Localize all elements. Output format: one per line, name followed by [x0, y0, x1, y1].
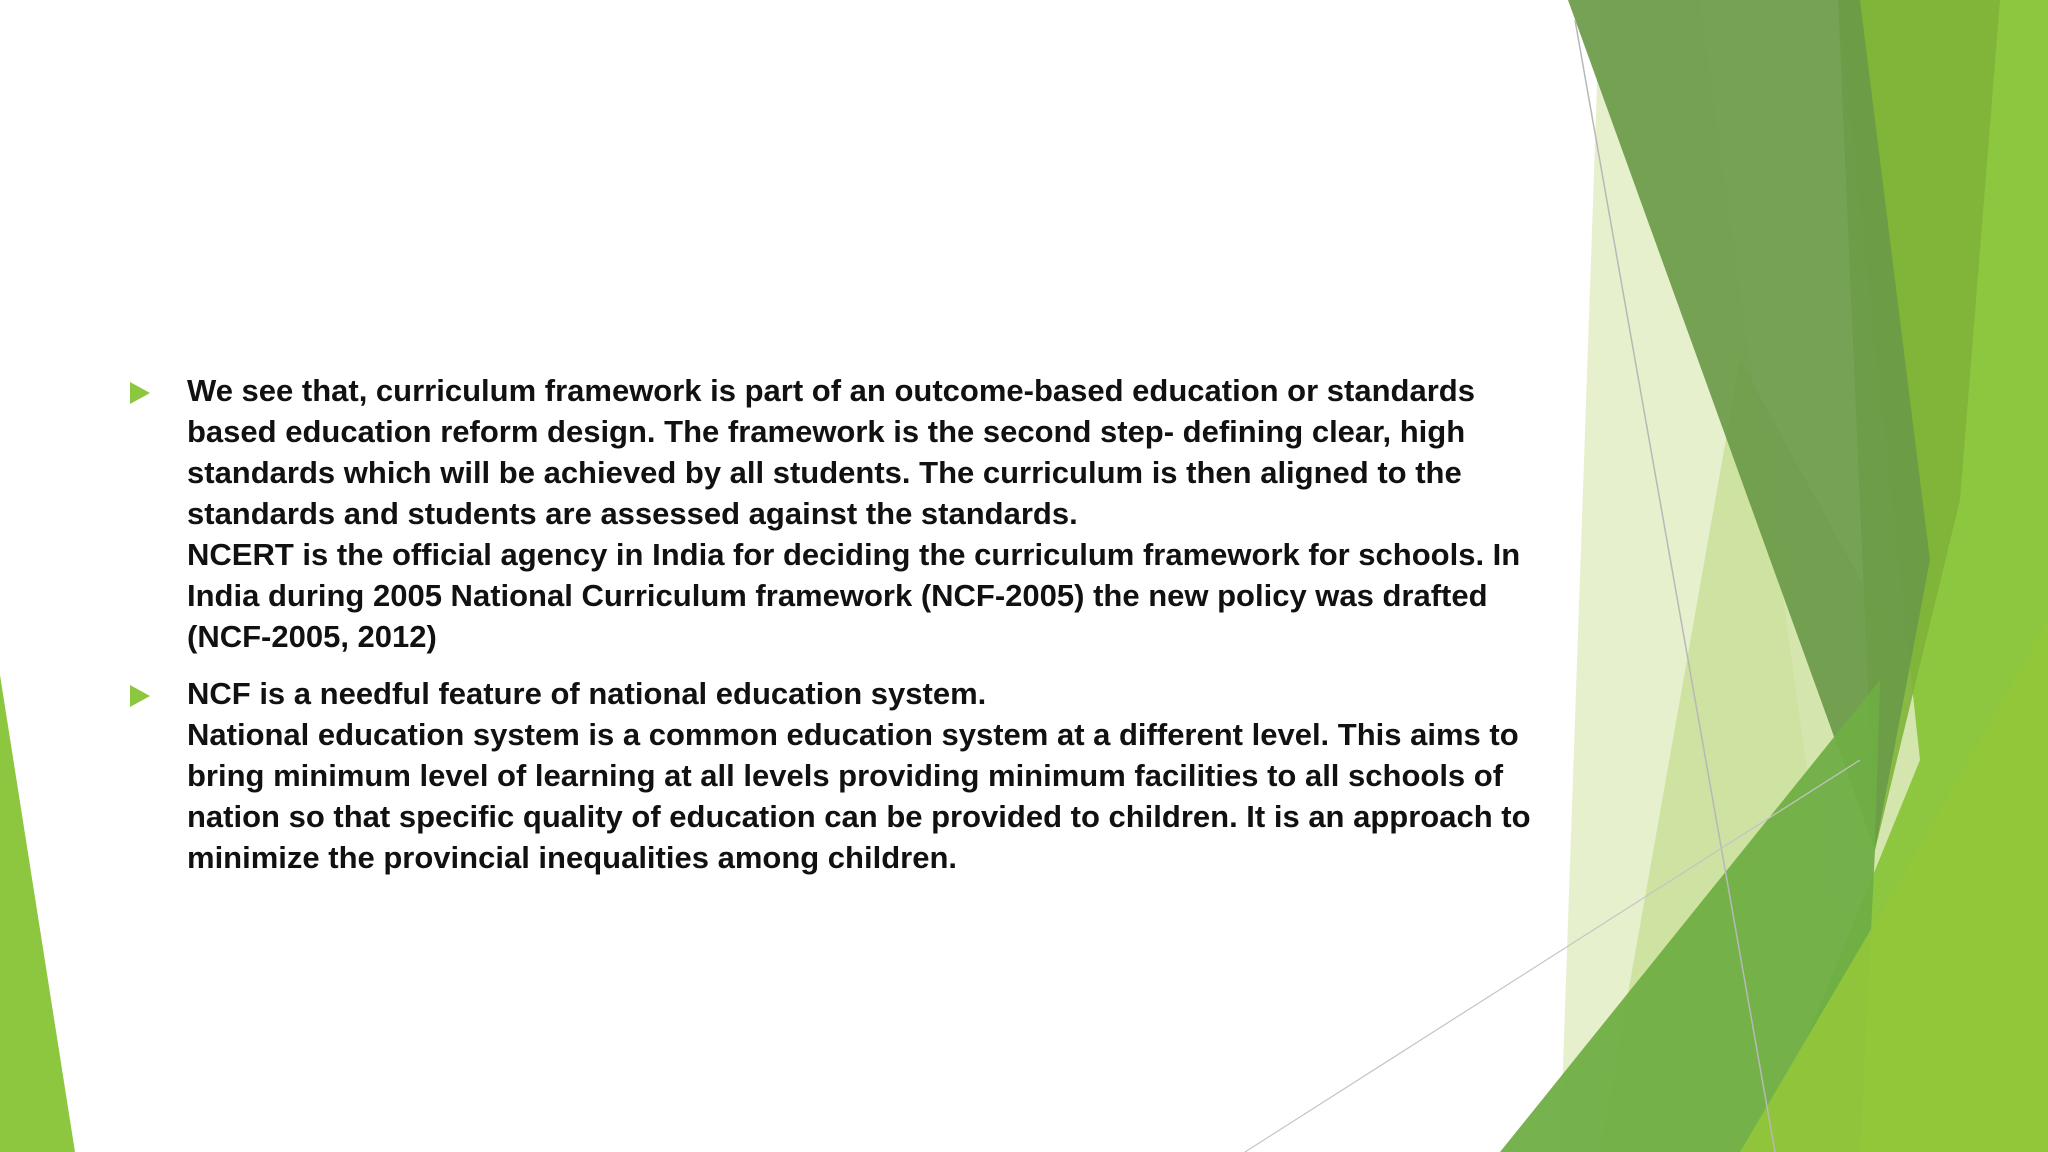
bullet-1-paragraph-2: NCERT is the official agency in India for deciding the curriculum framework for schools. In India during 2005 National Curriculum framework (NCF-2005) the new policy was drafted (NCF-2005, 2012) — [187, 537, 1521, 654]
bullet-2-paragraph-1: NCF is a needful feature of national education system. — [187, 676, 987, 711]
slide-content — [128, 370, 1558, 894]
bullet-item-1 — [128, 370, 1558, 657]
triangle-bullet-icon — [130, 382, 150, 404]
left-accent-shape — [0, 675, 75, 1152]
bullet-1-paragraph-1: We see that, curriculum framework is part of an outcome-based education or standards based education reform design. The framework is the second step- defining clear, high standards which will be achieved by all students. The curriculum is then aligned to the standards and students are assessed against the standards. — [187, 373, 1475, 531]
triangle-bullet-icon — [130, 685, 150, 707]
bullet-2-paragraph-2: National education system is a common education system at a different level. This aims to bring minimum level of learning at all levels providing minimum facilities to all schools of nation so that specific quality of education can be provided to children. It is an approach to minimize the provincial inequalities among children. — [187, 717, 1531, 875]
bullet-item-2 — [128, 673, 1558, 878]
